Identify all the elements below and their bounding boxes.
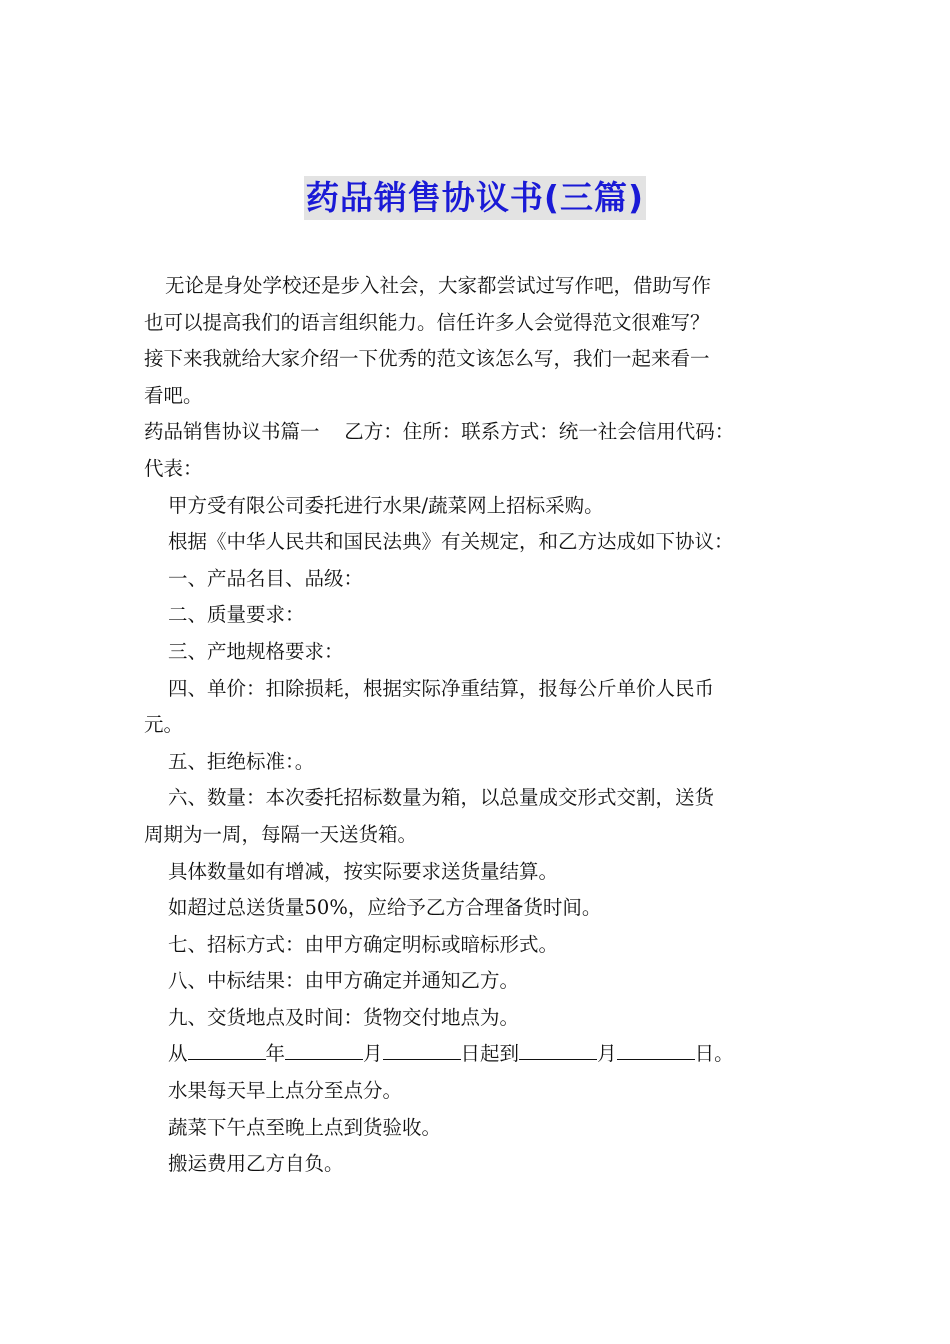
title-wrapper (0, 176, 950, 220)
intro-line-1: 无论是身处学校还是步入社会，大家都尝试过写作吧，借助写作 (165, 274, 712, 297)
date-from-label: 从 (168, 1042, 188, 1066)
month-end-label: 月 (597, 1042, 617, 1066)
clause-delivery: 九、交货地点及时间：货物交付地点为。 (168, 1005, 520, 1029)
clause-product: 一、产品名目、品级： (168, 566, 364, 590)
paragraph-agreement: 根据《中华人民共和国民法典》有关规定，和乙方达成如下协议： (168, 530, 734, 554)
intro-line-4: 看吧。 (144, 383, 203, 407)
clause-bid-result: 八、中标结果：由甲方确定并通知乙方。 (168, 969, 520, 993)
document-body (144, 268, 812, 1183)
day-start-label: 日起到 (460, 1042, 520, 1066)
day-start-blank (383, 1037, 461, 1060)
year-blank (188, 1037, 266, 1060)
paragraph-entrust: 甲方受有限公司委托进行水果/蔬菜网上招标采购。 (168, 493, 604, 517)
paragraph-handling-fee: 搬运费用乙方自负。 (168, 1152, 344, 1176)
paragraph-over-limit: 如超过总送货量50%，应给予乙方合理备货时间。 (168, 896, 602, 920)
month-start-label: 月 (363, 1042, 383, 1066)
month-end-blank (519, 1037, 597, 1060)
paragraph-fruit-time: 水果每天早上点分至点分。 (168, 1079, 403, 1103)
date-line (144, 1036, 812, 1073)
intro-line-2: 也可以提高我们的语言组织能力。信任许多人会觉得范文很难写？ (144, 310, 710, 334)
clause-bid-method: 七、招标方式：由甲方确定明标或暗标形式。 (168, 932, 559, 956)
clause-price-line-2: 元。 (144, 713, 184, 737)
paragraph-vegetable-time: 蔬菜下午点至晚上点到货验收。 (168, 1115, 442, 1139)
clause-quantity-line-1: 六、数量：本次委托招标数量为箱，以总量成交形式交割，送货 (168, 786, 715, 810)
clause-origin: 三、产地规格要求： (168, 639, 344, 663)
month-start-blank (285, 1037, 363, 1060)
paragraph-quantity-adjust: 具体数量如有增减，按实际要求送货量结算。 (168, 859, 559, 883)
clause-quantity-line-2: 周期为一周，每隔一天送货箱。 (144, 822, 418, 846)
header-info-line-1: 药品销售协议书篇一 乙方：住所：联系方式：统一社会信用代码： (144, 420, 735, 444)
clause-price-line-1: 四、单价：扣除损耗，根据实际净重结算，报每公斤单价人民币 (168, 676, 715, 700)
year-label: 年 (265, 1042, 286, 1066)
document-title: 药品销售协议书(三篇) (304, 176, 646, 220)
day-end-label: 日。 (694, 1042, 734, 1066)
header-info-line-2: 代表： (144, 456, 203, 480)
clause-quality: 二、质量要求： (168, 603, 305, 627)
clause-reject: 五、拒绝标准：。 (168, 749, 315, 773)
intro-line-3: 接下来我就给大家介绍一下优秀的范文该怎么写，我们一起来看一 (144, 347, 710, 371)
day-end-blank (617, 1037, 695, 1060)
